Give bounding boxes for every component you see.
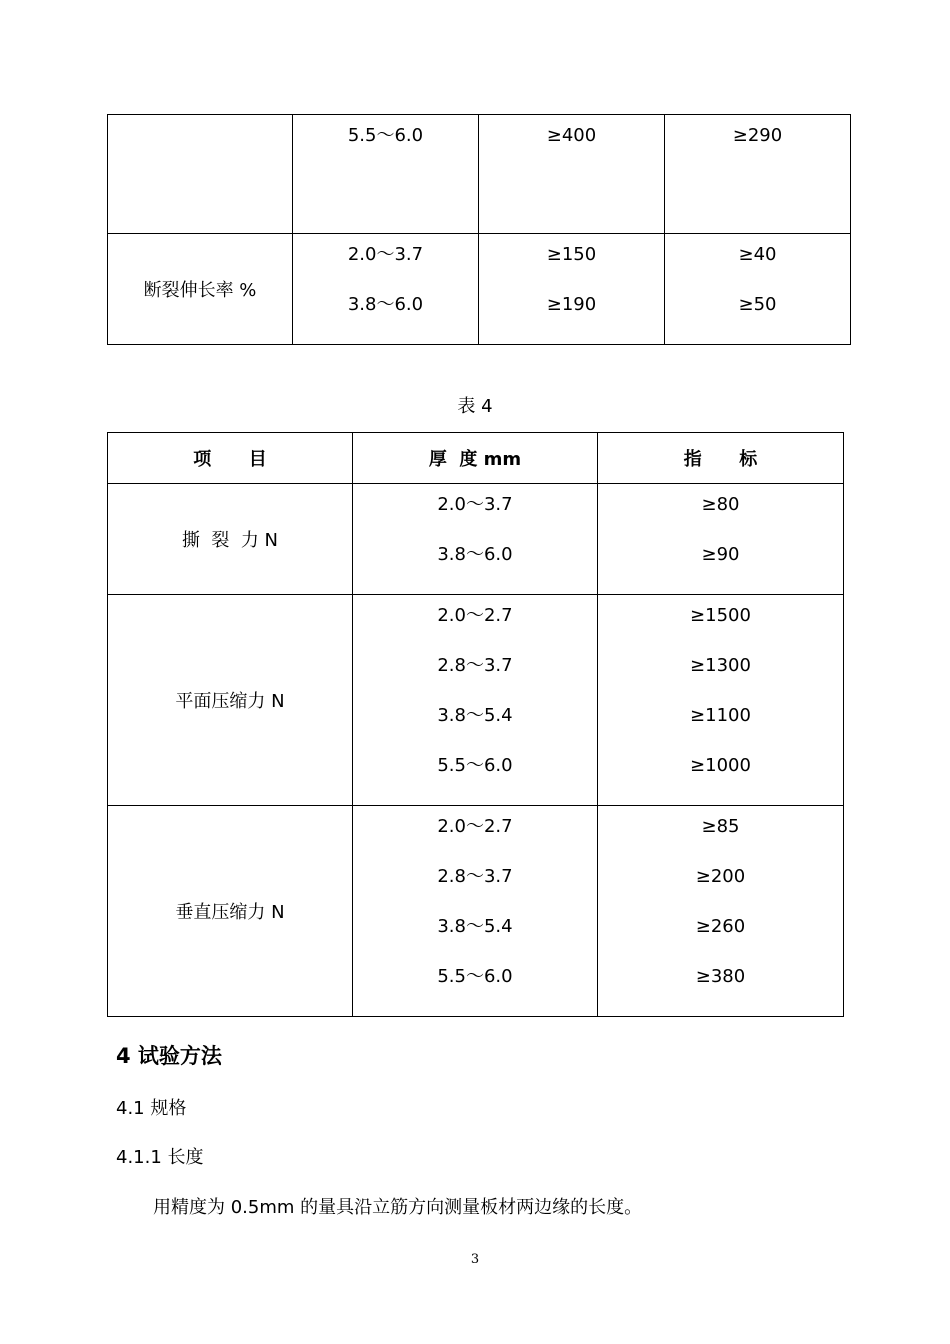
table-cell-value: ≥400 — [479, 115, 665, 234]
section-heading: 4 试验方法 — [116, 1044, 222, 1068]
table-cell-value: ≥80 ≥90 — [598, 484, 844, 595]
table-cell-value: ≥85 ≥200 ≥260 ≥380 — [598, 806, 844, 1017]
table-cell-thickness: 2.0～3.7 3.8～6.0 — [353, 484, 598, 595]
table-cell-thickness: 5.5～6.0 — [293, 115, 479, 234]
table-cell-item: 撕 裂 力 N — [108, 484, 353, 595]
table-cell-thickness: 2.0～3.7 3.8～6.0 — [293, 234, 479, 345]
table-4 — [107, 432, 844, 1017]
table-4-caption: 表 4 — [457, 396, 493, 417]
table-row — [108, 595, 844, 806]
table-row — [108, 234, 851, 345]
header-item: 项 目 — [108, 433, 353, 484]
subsection-heading: 4.1 规格 — [116, 1098, 187, 1119]
header-index: 指 标 — [598, 433, 844, 484]
body-paragraph: 用精度为 0.5mm 的量具沿立筋方向测量板材两边缘的长度。 — [153, 1197, 643, 1218]
table-header-row — [108, 433, 844, 484]
table-cell-item — [108, 115, 293, 234]
table-cell-value: ≥150 ≥190 — [479, 234, 665, 345]
table-cell-item: 平面压缩力 N — [108, 595, 353, 806]
table-row — [108, 806, 844, 1017]
table-row — [108, 115, 851, 234]
table-3-continuation — [107, 114, 851, 345]
subsubsection-heading: 4.1.1 长度 — [116, 1147, 204, 1168]
header-thickness: 厚 度 mm — [353, 433, 598, 484]
table-cell-thickness: 2.0～2.7 2.8～3.7 3.8～5.4 5.5～6.0 — [353, 806, 598, 1017]
table-cell-item: 垂直压缩力 N — [108, 806, 353, 1017]
table-cell-value: ≥40 ≥50 — [665, 234, 851, 345]
table-cell-thickness: 2.0～2.7 2.8～3.7 3.8～5.4 5.5～6.0 — [353, 595, 598, 806]
table-cell-value: ≥1500 ≥1300 ≥1100 ≥1000 — [598, 595, 844, 806]
table-cell-value: ≥290 — [665, 115, 851, 234]
page-number: 3 — [470, 1252, 480, 1267]
table-cell-item: 断裂伸长率 % — [108, 234, 293, 345]
table-row — [108, 484, 844, 595]
